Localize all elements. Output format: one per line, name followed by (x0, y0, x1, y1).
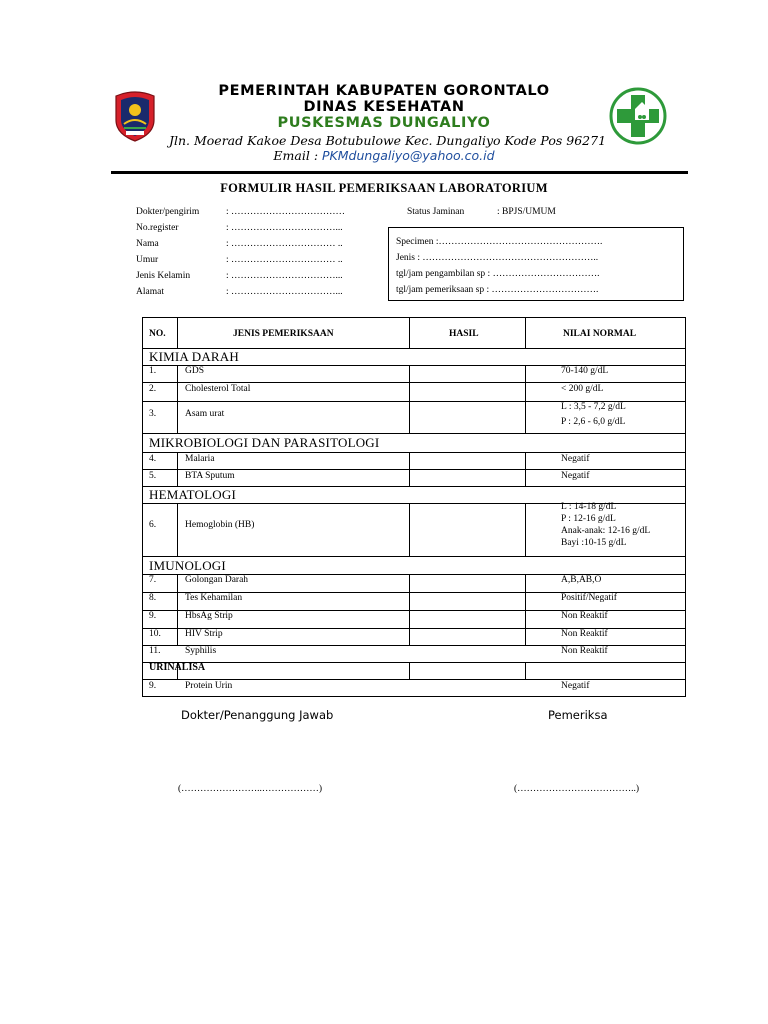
row-normal-line4: Bayi :10-15 g/dL (561, 538, 627, 548)
row-exam: Golongan Darah (185, 575, 249, 585)
field-label-name: Nama (136, 239, 159, 249)
row-exam: BTA Sputum (185, 471, 235, 481)
field-value-register[interactable]: : ……………………………... (226, 223, 343, 233)
col-header-exam: JENIS PEMERIKSAAN (233, 329, 334, 339)
row-exam: Protein Urin (185, 681, 233, 691)
field-value-gender[interactable]: : ……………………………... (226, 271, 343, 281)
row-exam: Asam urat (185, 409, 225, 419)
form-title: FORMULIR HASIL PEMERIKSAAN LABORATORIUM (220, 181, 548, 195)
row-normal: Negatif (561, 454, 590, 464)
section-kimia-darah: KIMIA DARAH (149, 349, 239, 364)
row-no: 9. (149, 611, 157, 621)
specimen-line[interactable]: Specimen :……………………………………………. (396, 237, 603, 247)
row-no: 8. (149, 593, 157, 603)
header-address: Jln. Moerad Kakoe Desa Botubulowe Kec. Dungaliyo Kode Pos 96271 (168, 133, 607, 148)
field-value-doctor[interactable]: : ……………………………… (226, 207, 346, 217)
row-exam: HbsAg Strip (185, 611, 233, 621)
collection-time-line[interactable]: tgl/jam pengambilan sp : ……………………………. (396, 269, 600, 279)
row-normal: < 200 g/dL (561, 384, 604, 394)
row-exam: GDS (185, 366, 205, 376)
field-label-age: Umur (136, 255, 159, 265)
row-normal: L : 3,5 - 7,2 g/dL (561, 402, 626, 412)
row-no: 2. (149, 384, 157, 394)
row-no: 3. (149, 409, 157, 419)
row-exam: Tes Kehamilan (185, 593, 243, 603)
section-mikrobiologi: MIKROBIOLOGI DAN PARASITOLOGI (149, 435, 380, 450)
email-label: Email : (273, 148, 323, 163)
row-no: 4. (149, 454, 157, 464)
row-no: 6. (149, 520, 157, 530)
row-no: 11. (149, 646, 161, 656)
status-label: Status Jaminan (407, 207, 465, 217)
row-normal: Non Reaktif (561, 646, 608, 656)
field-label-register: No.register (136, 223, 179, 233)
row-normal: 70-140 g/dL (561, 366, 609, 376)
signature-examiner-title: Pemeriksa (548, 708, 608, 722)
row-normal: L : 14-18 g/dL (561, 502, 617, 512)
status-value[interactable]: : BPJS/UMUM (497, 207, 556, 217)
field-value-age[interactable]: : …………………………… .. (226, 255, 343, 265)
email-address[interactable]: PKMdungaliyo@yahoo.co.id (322, 148, 495, 163)
row-normal: Non Reaktif (561, 629, 608, 639)
row-no: 10. (149, 629, 161, 639)
row-exam: HIV Strip (185, 629, 223, 639)
row-exam: Cholesterol Total (185, 384, 251, 394)
row-normal: Negatif (561, 681, 590, 691)
section-imunologi: IMUNOLOGI (149, 558, 226, 573)
field-label-address: Alamat (136, 287, 164, 297)
field-value-name[interactable]: : …………………………… .. (226, 239, 343, 249)
row-normal: Positif/Negatif (561, 593, 617, 603)
header-puskesmas: PUSKESMAS DUNGALIYO (277, 115, 491, 131)
results-table (142, 317, 686, 697)
row-no: 5. (149, 471, 157, 481)
row-normal-line2: P : 12-16 g/dL (561, 514, 616, 524)
field-value-address[interactable]: : ……………………………... (226, 287, 343, 297)
header-divider (111, 171, 688, 174)
row-exam: Syphilis (185, 646, 217, 656)
row-normal: Non Reaktif (561, 611, 608, 621)
row-no: 1. (149, 366, 157, 376)
section-urinalisa: URINALISA (149, 662, 206, 673)
row-exam: Hemoglobin (HB) (185, 520, 255, 530)
col-header-normal: NILAI NORMAL (563, 329, 637, 339)
row-no: 7. (149, 575, 157, 585)
specimen-type-line[interactable]: Jenis : ……………………………………………….. (396, 253, 599, 263)
col-header-result: HASIL (449, 329, 479, 339)
row-normal: Negatif (561, 471, 590, 481)
col-header-no: NO. (149, 329, 166, 339)
signature-examiner-line[interactable]: (………………………………..) (514, 784, 640, 794)
header-government: PEMERINTAH KABUPATEN GORONTALO (218, 83, 550, 99)
header-email-line (0, 148, 768, 163)
field-label-doctor: Dokter/pengirim (136, 207, 200, 217)
row-normal: A,B,AB,O (561, 575, 602, 585)
header-department: DINAS KESEHATAN (303, 99, 465, 115)
section-hematologi: HEMATOLOGI (149, 487, 236, 502)
field-label-gender: Jenis Kelamin (136, 271, 191, 281)
row-normal-line2: P : 2,6 - 6,0 g/dL (561, 417, 626, 427)
exam-time-line[interactable]: tgl/jam pemeriksaan sp : ……………………………. (396, 285, 599, 295)
signature-doctor-title: Dokter/Penanggung Jawab (181, 708, 334, 722)
row-exam: Malaria (185, 454, 215, 464)
signature-doctor-line[interactable]: (……………………..………………) (178, 784, 323, 794)
row-normal-line3: Anak-anak: 12-16 g/dL (561, 526, 651, 536)
row-no: 9. (149, 681, 157, 691)
